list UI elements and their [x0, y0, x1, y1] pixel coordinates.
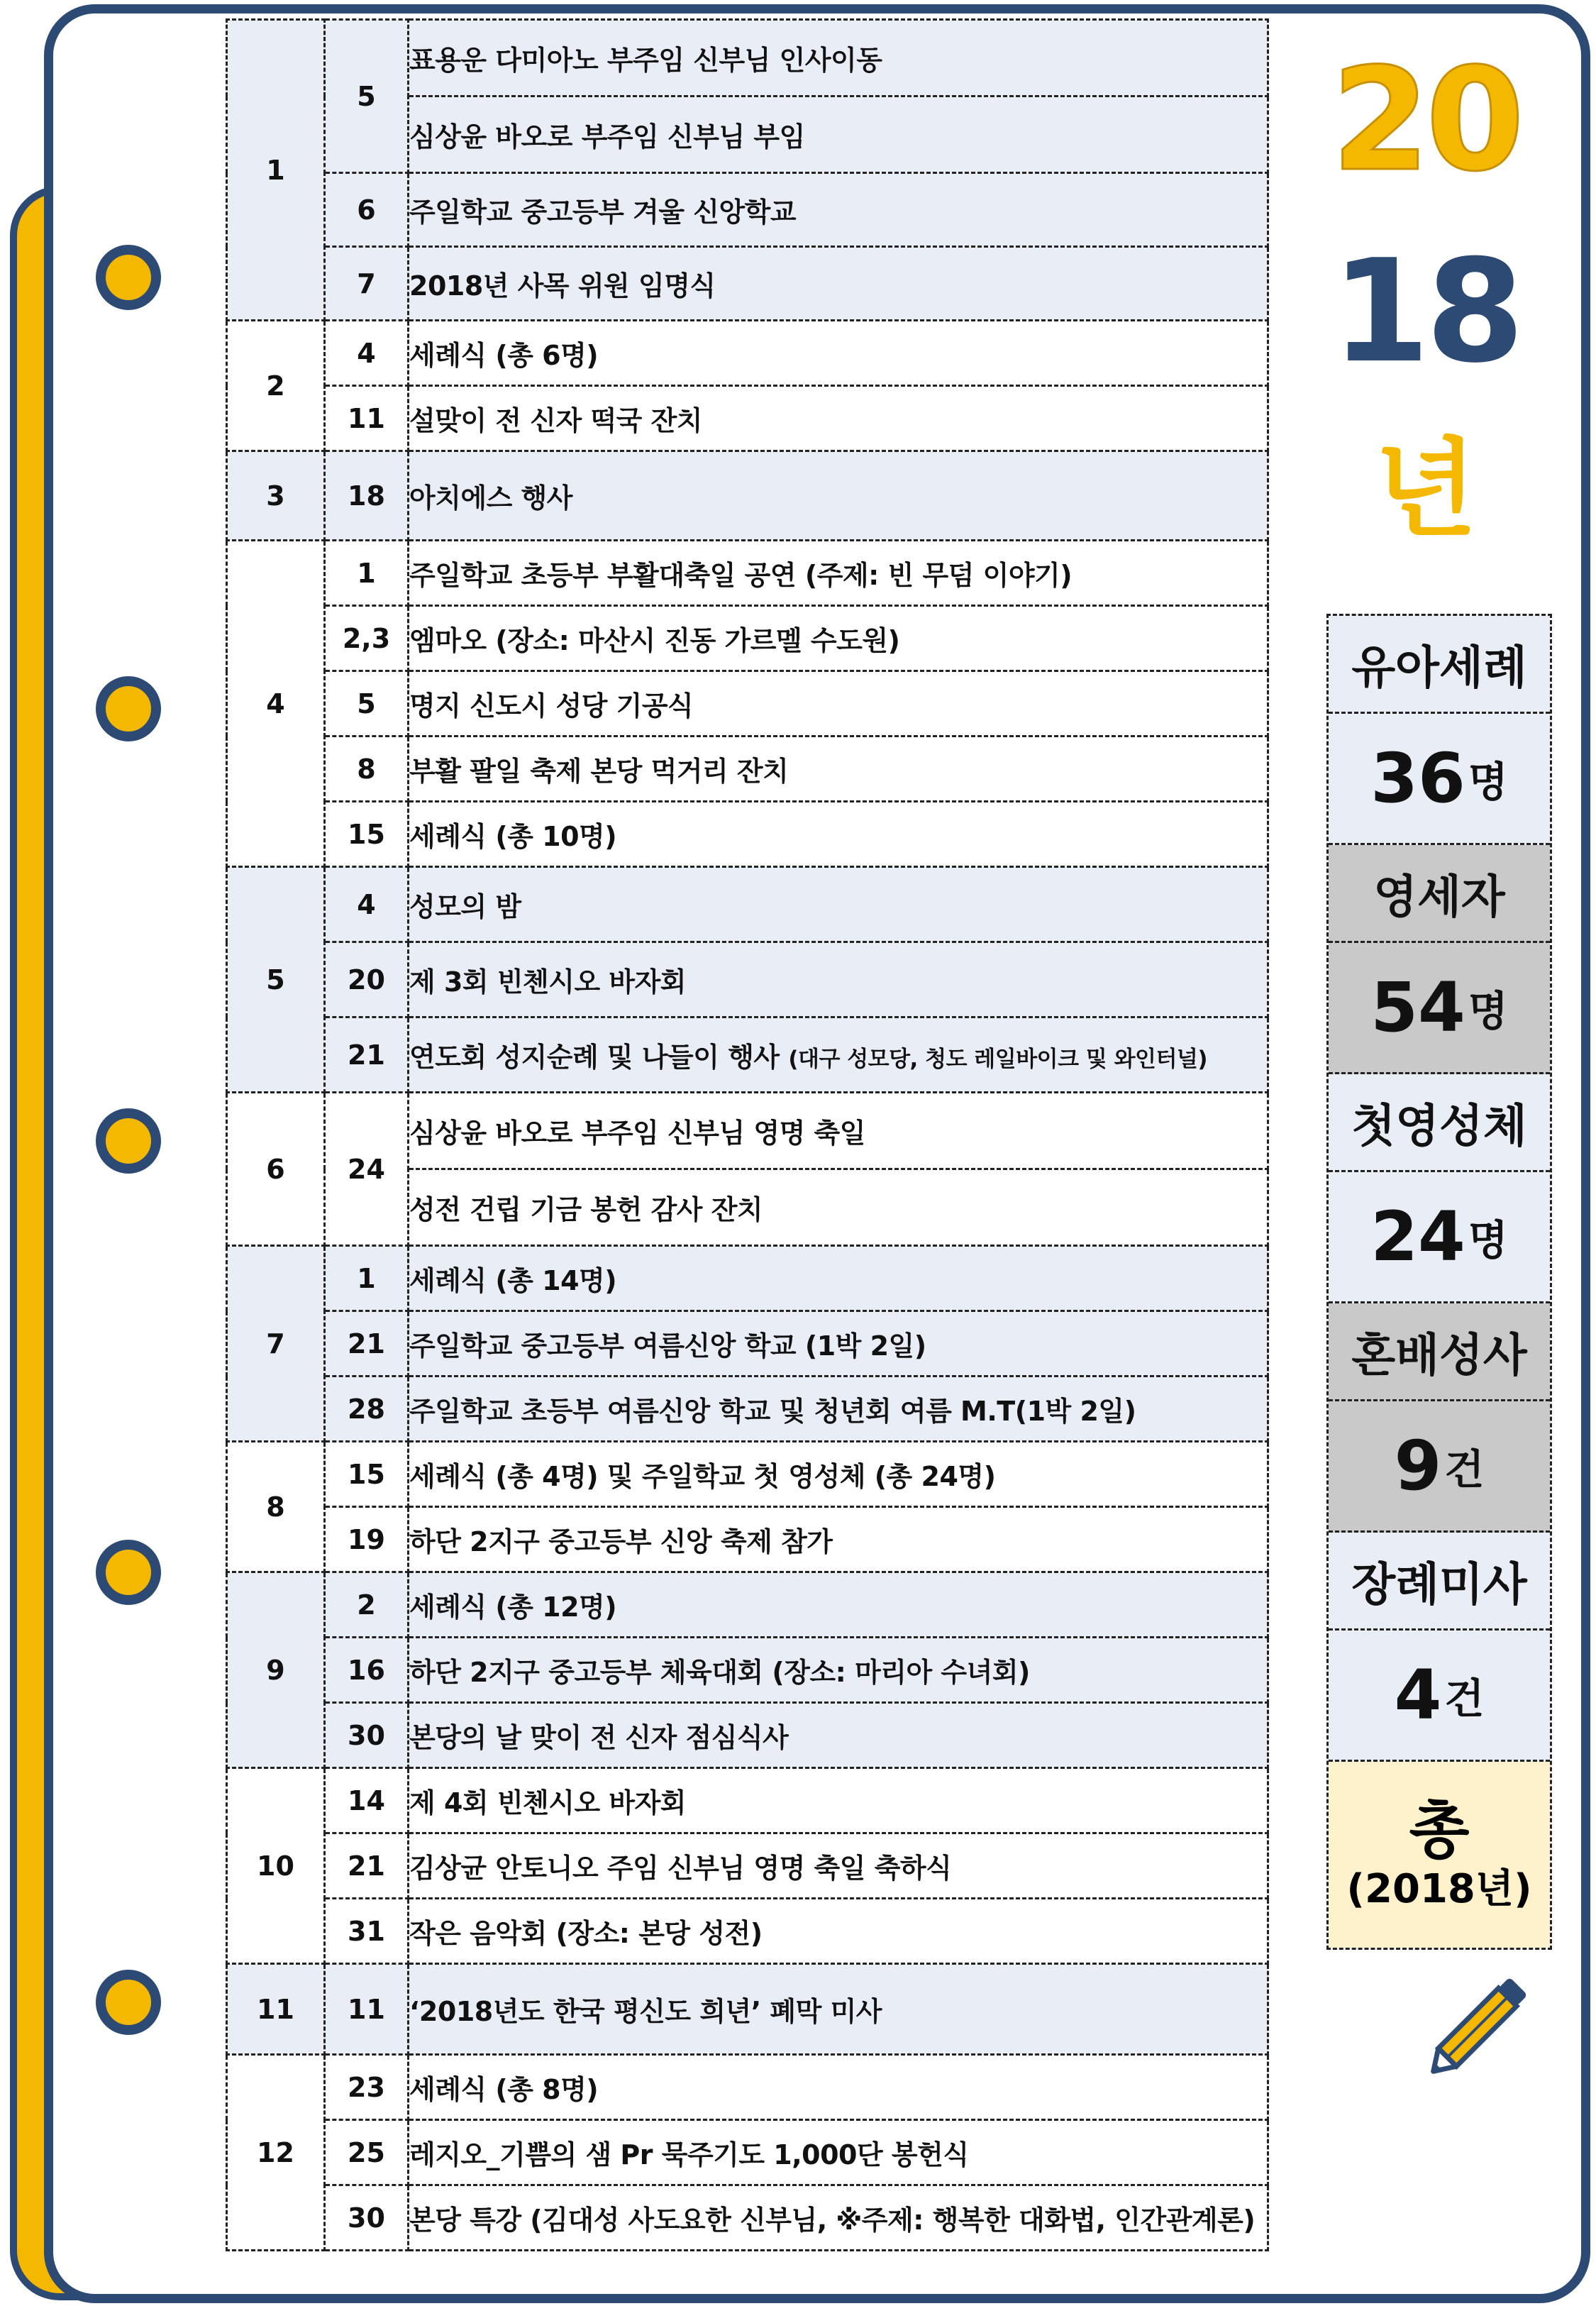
table-row [227, 802, 1268, 867]
event-cell [409, 173, 1268, 247]
table-row [227, 173, 1268, 247]
event-cell [409, 942, 1268, 1017]
day-cell: 21 [325, 1017, 409, 1093]
day-cell: 11 [325, 386, 409, 451]
stats-panel [1326, 614, 1552, 1950]
events-table [226, 18, 1269, 2251]
table-row [227, 20, 1268, 96]
month-cell: 9 [227, 1572, 325, 1768]
table-row [227, 541, 1268, 606]
stat-value-first-communion [1329, 1172, 1550, 1303]
event-text: 성전 건립 기금 봉헌 감사 잔치 [409, 1194, 763, 1225]
binder-ring-icon [96, 1108, 161, 1174]
month-cell: 8 [227, 1442, 325, 1572]
event-cell [409, 2055, 1268, 2120]
day-cell: 21 [325, 1833, 409, 1899]
event-cell [409, 1572, 1268, 1638]
event-text: 세례식 (총 8명) [409, 2074, 599, 2105]
event-text: 레지오_기쁨의 샘 Pr 묵주기도 1,000단 봉헌식 [409, 2139, 969, 2170]
day-cell: 5 [325, 20, 409, 173]
day-cell: 2 [325, 1572, 409, 1638]
event-cell [409, 1093, 1268, 1169]
stat-value-marriage [1329, 1401, 1550, 1533]
event-text: 성모의 밤 [409, 891, 521, 922]
day-cell: 7 [325, 247, 409, 321]
stat-total [1329, 1762, 1550, 1948]
event-cell [409, 671, 1268, 737]
month-cell: 10 [227, 1768, 325, 1964]
event-text: 주일학교 초등부 부활대축일 공연 (주제: 빈 무덤 이야기) [409, 560, 1073, 591]
table-row [227, 606, 1268, 671]
stat-label-funeral: 장례미사 [1329, 1533, 1550, 1631]
event-text: 세례식 (총 14명) [409, 1265, 617, 1296]
day-cell: 6 [325, 173, 409, 247]
day-cell: 18 [325, 451, 409, 541]
day-cell: 25 [325, 2120, 409, 2185]
event-cell [409, 606, 1268, 671]
event-cell [409, 802, 1268, 867]
table-row [227, 942, 1268, 1017]
table-row [227, 1017, 1268, 1093]
stat-number: 36 [1370, 739, 1465, 818]
event-text: 아치에스 행사 [409, 482, 572, 514]
binder-ring-icon [96, 245, 161, 310]
month-cell: 6 [227, 1093, 325, 1246]
stat-number: 54 [1370, 968, 1465, 1047]
event-text: 명지 신도시 성당 기공식 [409, 690, 694, 722]
binder-ring-icon [96, 1970, 161, 2035]
day-cell: 2,3 [325, 606, 409, 671]
stat-number: 4 [1394, 1655, 1442, 1735]
event-cell [409, 1442, 1268, 1507]
event-text: 주일학교 초등부 여름신앙 학교 및 청년회 여름 M.T(1박 2일) [409, 1396, 1136, 1427]
year-suffix: 18 [1331, 229, 1521, 395]
stat-unit: 건 [1444, 1675, 1485, 1723]
event-cell [409, 1169, 1268, 1246]
day-cell: 30 [325, 1703, 409, 1768]
table-row [227, 1768, 1268, 1833]
day-cell: 15 [325, 802, 409, 867]
year-label: 년 [1374, 428, 1478, 551]
day-cell: 14 [325, 1768, 409, 1833]
table-row [227, 386, 1268, 451]
table-row [227, 1572, 1268, 1638]
event-text: 세례식 (총 4명) 및 주일학교 첫 영성체 (총 24명) [409, 1461, 996, 1492]
stat-value-funeral [1329, 1631, 1550, 1762]
event-text: 제 3회 빈첸시오 바자회 [409, 966, 687, 998]
day-cell: 4 [325, 321, 409, 386]
event-text: 엠마오 (장소: 마산시 진동 가르멜 수도원) [409, 625, 900, 656]
day-cell: 24 [325, 1093, 409, 1246]
month-cell: 12 [227, 2055, 325, 2251]
event-text: 심상윤 바오로 부주임 신부님 부임 [409, 121, 805, 153]
event-cell [409, 1638, 1268, 1703]
table-row [227, 1899, 1268, 1964]
table-row [227, 1311, 1268, 1377]
event-text: 제 4회 빈첸시오 바자회 [409, 1787, 687, 1819]
table-row [227, 1093, 1268, 1169]
stat-label-infant-baptism: 유아세례 [1329, 616, 1550, 714]
month-cell: 4 [227, 541, 325, 867]
table-row [227, 2120, 1268, 2185]
event-text: 주일학교 중고등부 겨울 신앙학교 [409, 197, 797, 228]
stat-label-first-communion: 첫영성체 [1329, 1074, 1550, 1172]
day-cell: 1 [325, 541, 409, 606]
event-cell [409, 1703, 1268, 1768]
event-note: (대구 성모당, 청도 레일바이크 및 와인터널) [788, 1047, 1208, 1072]
event-text: 하단 2지구 중고등부 체육대회 (장소: 마리아 수녀회) [409, 1657, 1030, 1688]
table-row [227, 1377, 1268, 1442]
event-text: 세례식 (총 10명) [409, 821, 617, 852]
stat-label-baptized: 영세자 [1329, 845, 1550, 943]
event-cell [409, 737, 1268, 802]
table-row [227, 1638, 1268, 1703]
stat-unit: 명 [1468, 758, 1508, 806]
event-cell [409, 451, 1268, 541]
event-text: 본당 특강 (김대성 사도요한 신부님, ※주제: 행복한 대화법, 인간관계론) [409, 2205, 1256, 2236]
day-cell: 28 [325, 1377, 409, 1442]
event-text: 본당의 날 맞이 전 신자 점심식사 [409, 1722, 789, 1753]
month-cell: 1 [227, 20, 325, 321]
stat-number: 24 [1370, 1197, 1465, 1276]
table-row [227, 1507, 1268, 1572]
month-cell: 5 [227, 867, 325, 1093]
day-cell: 4 [325, 867, 409, 942]
event-cell [409, 247, 1268, 321]
event-cell [409, 386, 1268, 451]
binder-ring-icon [96, 676, 161, 741]
event-cell [409, 1017, 1268, 1093]
table-row [227, 2055, 1268, 2120]
event-text: 김상균 안토니오 주임 신부님 영명 축일 축하식 [409, 1853, 952, 1884]
table-row [227, 1964, 1268, 2055]
table-row [227, 1833, 1268, 1899]
month-cell: 11 [227, 1964, 325, 2055]
event-cell [409, 1964, 1268, 2055]
event-cell [409, 1768, 1268, 1833]
event-text: 부활 팔일 축제 본당 먹거리 잔치 [409, 756, 789, 787]
day-cell: 21 [325, 1311, 409, 1377]
day-cell: 23 [325, 2055, 409, 2120]
event-cell [409, 541, 1268, 606]
table-row [227, 867, 1268, 942]
event-text: 주일학교 중고등부 여름신앙 학교 (1박 2일) [409, 1330, 926, 1362]
event-cell [409, 2120, 1268, 2185]
table-row [227, 247, 1268, 321]
event-cell [409, 2185, 1268, 2251]
event-cell [409, 1311, 1268, 1377]
stat-unit: 명 [1468, 1216, 1508, 1264]
event-cell [409, 96, 1268, 173]
day-cell: 30 [325, 2185, 409, 2251]
table-row [227, 321, 1268, 386]
day-cell: 31 [325, 1899, 409, 1964]
event-cell [409, 1833, 1268, 1899]
event-cell [409, 1507, 1268, 1572]
table-row [227, 1703, 1268, 1768]
event-text: 세례식 (총 6명) [409, 340, 599, 371]
table-row [227, 671, 1268, 737]
day-cell: 1 [325, 1246, 409, 1311]
month-cell: 3 [227, 451, 325, 541]
year-prefix: 20 [1331, 38, 1521, 203]
event-text: 하단 2지구 중고등부 신앙 축제 참가 [409, 1526, 833, 1557]
pencil-icon [1412, 1951, 1553, 2093]
table-row [227, 451, 1268, 541]
total-label: 총 [1409, 1794, 1470, 1867]
stat-value-infant-baptism [1329, 714, 1550, 845]
stat-unit: 명 [1468, 987, 1508, 1035]
day-cell: 8 [325, 737, 409, 802]
event-cell [409, 1377, 1268, 1442]
event-text: 2018년 사목 위원 임명식 [409, 270, 716, 302]
day-cell: 16 [325, 1638, 409, 1703]
event-text: 작은 음악회 (장소: 본당 성전) [409, 1918, 763, 1949]
table-row [227, 1442, 1268, 1507]
month-cell: 2 [227, 321, 325, 451]
day-cell: 5 [325, 671, 409, 737]
table-row [227, 1246, 1268, 1311]
table-row [227, 2185, 1268, 2251]
event-text: 세례식 (총 12명) [409, 1591, 617, 1623]
event-text: 연도회 성지순례 및 나들이 행사 [409, 1042, 780, 1073]
event-text: 설맞이 전 신자 떡국 잔치 [409, 405, 702, 436]
day-cell: 20 [325, 942, 409, 1017]
total-year: (2018년) [1346, 1865, 1532, 1912]
event-cell [409, 321, 1268, 386]
day-cell: 19 [325, 1507, 409, 1572]
event-cell [409, 1246, 1268, 1311]
event-text: 심상윤 바오로 부주임 신부님 영명 축일 [409, 1118, 865, 1149]
event-cell [409, 20, 1268, 96]
binder-ring-icon [96, 1540, 161, 1605]
day-cell: 11 [325, 1964, 409, 2055]
day-cell: 15 [325, 1442, 409, 1507]
stat-number: 9 [1394, 1426, 1442, 1506]
event-text: 표용운 다미아노 부주임 신부님 인사이동 [409, 45, 882, 76]
stat-value-baptized [1329, 943, 1550, 1074]
stat-unit: 건 [1444, 1445, 1485, 1494]
stat-label-marriage: 혼배성사 [1329, 1303, 1550, 1401]
event-cell [409, 867, 1268, 942]
event-cell [409, 1899, 1268, 1964]
event-text: ‘2018년도 한국 평신도 희년’ 폐막 미사 [409, 1996, 882, 2027]
table-row [227, 737, 1268, 802]
month-cell: 7 [227, 1246, 325, 1442]
